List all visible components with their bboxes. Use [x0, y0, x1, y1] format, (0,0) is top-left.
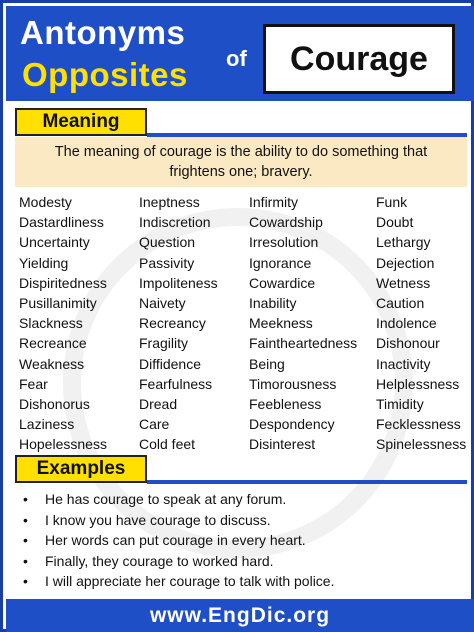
- example-item: [23, 530, 463, 551]
- antonym-word: Inactivity: [376, 355, 431, 372]
- antonym-word: Wetness: [376, 274, 431, 291]
- antonym-word: Naivety: [139, 294, 186, 311]
- antonym-word: Passivity: [139, 254, 195, 271]
- antonym-word: Weakness: [19, 355, 85, 372]
- antonym-word: Hopelessness: [19, 436, 107, 453]
- antonym-column-2: [139, 192, 218, 454]
- title-connector: of: [226, 46, 247, 71]
- antonym-word: Diffidence: [139, 355, 202, 372]
- example-item: [23, 489, 463, 510]
- antonym-word: Fecklessness: [376, 416, 461, 433]
- meaning-text: The meaning of courage is the ability to do something that frightens one; bravery.: [15, 137, 467, 187]
- antonym-word: Fragility: [139, 335, 189, 352]
- antonym-word: Cold feet: [139, 436, 196, 453]
- antonym-column-4: [376, 192, 466, 454]
- examples-divider: [147, 480, 467, 484]
- antonym-word: Yielding: [19, 254, 69, 271]
- antonym-word: Slackness: [19, 315, 83, 332]
- antonym-word: Impoliteness: [139, 274, 218, 291]
- antonym-word: Funk: [376, 194, 408, 210]
- antonym-word: Dishonour: [376, 335, 440, 352]
- title-antonyms: Antonyms: [20, 14, 186, 51]
- antonym-word: Fear: [19, 375, 48, 392]
- example-item: [23, 551, 463, 572]
- headword-box: Courage: [263, 24, 455, 94]
- antonym-word: Indolence: [376, 315, 437, 332]
- antonym-word: Ineptness: [139, 194, 200, 210]
- antonym-word: Feebleness: [249, 395, 322, 412]
- antonym-word: Dishonorus: [19, 395, 90, 412]
- antonym-word: Fearfulness: [139, 375, 213, 392]
- example-item: [23, 571, 463, 592]
- antonym-word: Dejection: [376, 254, 435, 271]
- antonym-word: Caution: [376, 294, 425, 311]
- example-text: Her words can put courage in every heart.: [45, 532, 306, 548]
- antonym-word: Timorousness: [249, 375, 337, 392]
- antonym-word: Recreancy: [139, 315, 206, 332]
- antonym-word: Dread: [139, 395, 178, 412]
- bullet-icon: •: [23, 573, 28, 589]
- antonym-word: Dastardliness: [19, 214, 104, 231]
- antonym-word: Timidity: [376, 395, 424, 412]
- antonym-word: Despondency: [249, 416, 335, 433]
- antonym-word: Cowardship: [249, 214, 323, 231]
- antonym-word: Uncertainty: [19, 234, 90, 251]
- antonym-word: Spinelessness: [376, 436, 467, 453]
- example-text: Finally, they courage to worked hard.: [45, 552, 274, 569]
- antonym-word: Infirmity: [249, 194, 298, 210]
- antonym-word: Helplessness: [376, 375, 460, 392]
- antonym-word: Lethargy: [376, 234, 431, 251]
- antonym-word: Faintheartedness: [249, 335, 358, 352]
- example-text: I know you have courage to discuss.: [45, 511, 271, 528]
- footer-url[interactable]: www.EngDic.org: [6, 599, 474, 632]
- antonym-word: Meekness: [249, 315, 313, 332]
- antonym-column-3: [249, 192, 357, 454]
- antonym-word: Pusillanimity: [19, 294, 97, 311]
- antonym-word: Disinterest: [249, 436, 316, 453]
- header-banner: [6, 6, 474, 101]
- meaning-label: Meaning: [15, 108, 147, 136]
- example-text: I will appreciate her courage to talk with police.: [45, 573, 335, 589]
- antonym-word: Recreance: [19, 335, 87, 352]
- examples-label: Examples: [15, 455, 147, 483]
- antonym-word: Irresolution: [249, 234, 319, 251]
- antonym-grid: [19, 192, 469, 454]
- antonym-word: Cowardice: [249, 274, 316, 291]
- bullet-icon: •: [23, 491, 28, 507]
- antonym-word: Ignorance: [249, 254, 312, 271]
- example-text: He has courage to speak at any forum.: [45, 491, 287, 507]
- antonym-word: Doubt: [376, 214, 414, 231]
- antonym-word: Indiscretion: [139, 214, 211, 231]
- bullet-icon: •: [23, 511, 28, 528]
- antonym-column-1: [19, 192, 107, 454]
- antonym-word: Care: [139, 416, 170, 433]
- bullet-icon: •: [23, 532, 28, 548]
- bullet-icon: •: [23, 552, 28, 569]
- antonym-word: Laziness: [19, 416, 75, 433]
- title-opposites: Opposites: [22, 56, 188, 93]
- example-item: [23, 510, 463, 531]
- antonym-word: Question: [139, 234, 196, 251]
- antonym-word: Modesty: [19, 194, 72, 210]
- antonym-word: Inability: [249, 294, 297, 311]
- antonym-word: Being: [249, 355, 285, 372]
- examples-list: [23, 489, 463, 592]
- antonym-word: Dispiritedness: [19, 274, 107, 291]
